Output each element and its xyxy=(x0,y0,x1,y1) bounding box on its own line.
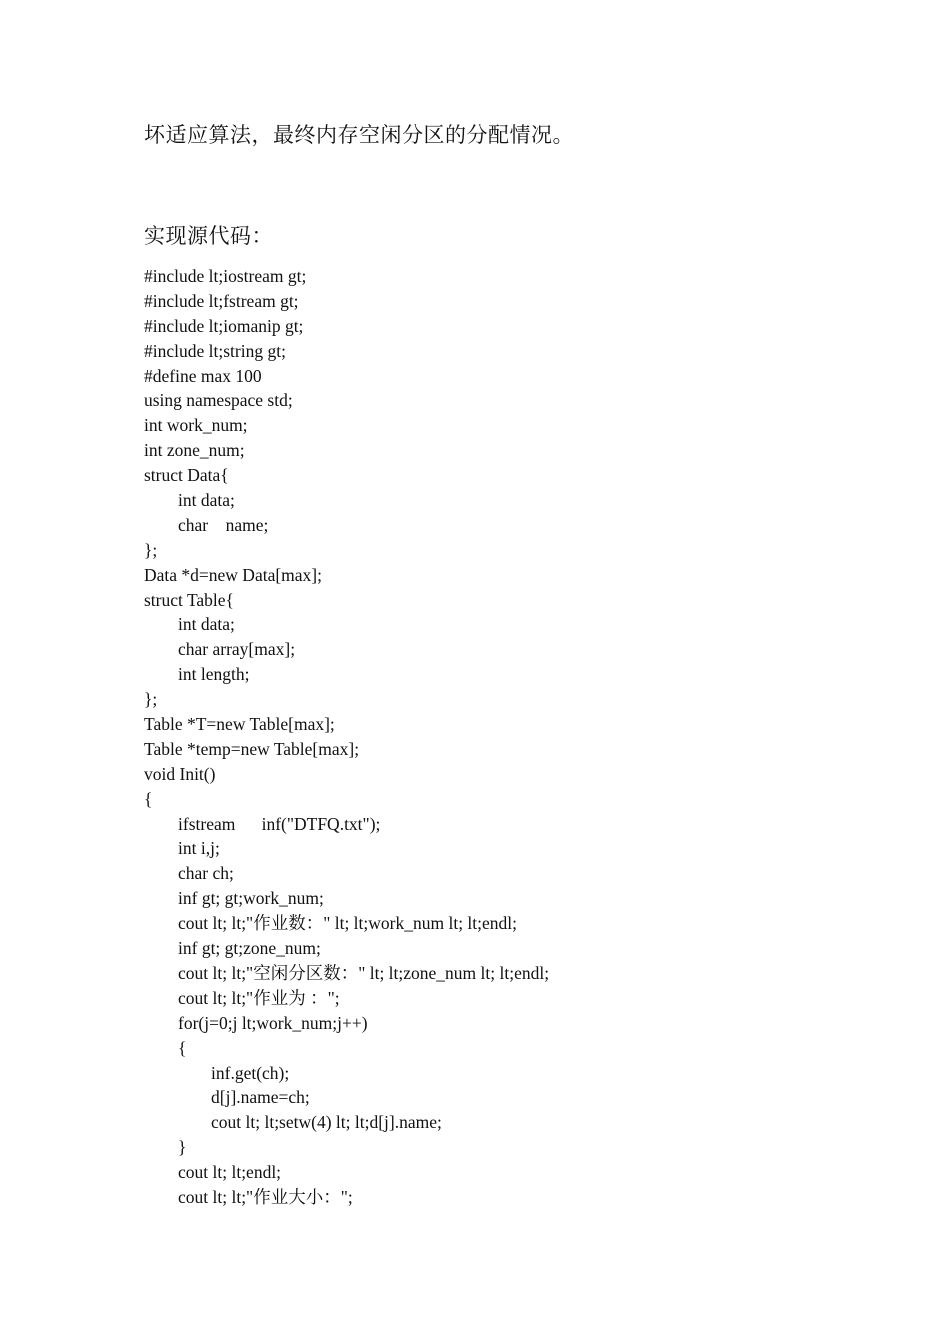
code-line: for(j=0;j lt;work_num;j++) xyxy=(178,1012,368,1033)
code-line: }; xyxy=(144,689,158,710)
code-line: using namespace std; xyxy=(144,390,293,411)
code-line: Data *d=new Data[max]; xyxy=(144,564,322,585)
code-line: cout lt; lt;setw(4) lt; lt;d[j].name; xyxy=(211,1112,442,1133)
code-line: int i,j; xyxy=(178,838,220,859)
code-line: inf gt; gt;zone_num; xyxy=(178,938,321,959)
code-line: inf.get(ch); xyxy=(211,1062,290,1083)
code-line: inf gt; gt;work_num; xyxy=(178,888,324,909)
code-line: Table *T=new Table[max]; xyxy=(144,714,335,735)
code-line: d[j].name=ch; xyxy=(211,1087,310,1108)
code-line: char name; xyxy=(178,514,269,535)
code-line: int length; xyxy=(178,664,250,685)
source-code-block xyxy=(144,264,904,1210)
code-line: #include lt;iostream gt; xyxy=(144,266,307,286)
code-line: ifstream inf("DTFQ.txt"); xyxy=(178,813,381,834)
code-line: int zone_num; xyxy=(144,440,245,461)
code-line: Table *temp=new Table[max]; xyxy=(144,738,360,759)
code-line: #include lt;string gt; xyxy=(144,340,286,361)
code-line: cout lt; lt;"作业数：" lt; lt;work_num lt; lt;endl; xyxy=(178,913,518,934)
code-line: struct Data{ xyxy=(144,465,229,486)
code-line: #include lt;fstream gt; xyxy=(144,290,299,311)
code-line: cout lt; lt;endl; xyxy=(178,1162,282,1183)
code-line: }; xyxy=(144,539,158,560)
code-line: struct Table{ xyxy=(144,589,234,610)
code-line: cout lt; lt;"空闲分区数：" lt; lt;zone_num lt; lt;endl; xyxy=(178,962,550,983)
code-line: cout lt; lt;"作业大小："; xyxy=(178,1186,353,1207)
code-line: #define max 100 xyxy=(144,365,262,386)
code-line: int work_num; xyxy=(144,415,248,436)
code-line: int data; xyxy=(178,490,235,511)
code-line: int data; xyxy=(178,614,235,635)
code-line: char array[max]; xyxy=(178,639,296,660)
code-line: { xyxy=(144,788,153,809)
code-line: { xyxy=(178,1037,187,1058)
intro-paragraph: 坏适应算法，最终内存空闲分区的分配情况。 xyxy=(144,123,574,147)
code-line: } xyxy=(178,1137,187,1158)
code-line: #include lt;iomanip gt; xyxy=(144,315,304,336)
code-line: cout lt; lt;"作业为 ："; xyxy=(178,987,340,1008)
code-line: void Init() xyxy=(144,763,216,784)
code-line: char ch; xyxy=(178,863,234,884)
section-heading: 实现源代码： xyxy=(144,224,273,248)
